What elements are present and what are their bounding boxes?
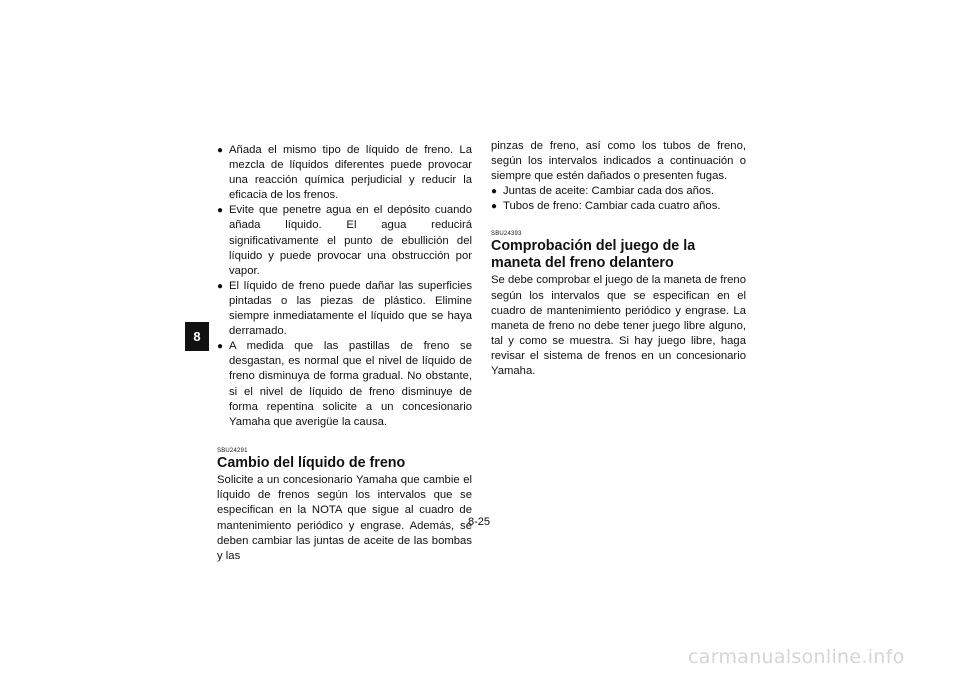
bullet-icon: ● xyxy=(491,186,498,198)
section-code: SBU24393 xyxy=(491,231,522,238)
bullet-icon: ● xyxy=(217,280,224,292)
chapter-tab xyxy=(185,322,209,351)
section-heading: Comprobación del juego de la maneta del freno delantero xyxy=(491,238,696,271)
bullet-text: Juntas de aceite: Cambiar cada dos años. xyxy=(503,185,715,198)
left-column xyxy=(217,143,472,564)
bullet-icon: ● xyxy=(217,341,224,353)
bullet-text: Añada el mismo tipo de líquido de freno. La mezcla de líquidos diferentes puede provocar una reacción química perjudicial y reducir la eficacia de los frenos. xyxy=(229,144,472,202)
list-item xyxy=(217,143,472,203)
bullet-icon: ● xyxy=(217,145,224,156)
chapter-number: 8 xyxy=(193,329,201,344)
list-item xyxy=(491,184,746,199)
bullet-icon: ● xyxy=(491,201,498,213)
bullet-text: Tubos de freno: Cambiar cada cuatro años. xyxy=(503,200,721,213)
bullet-icon: ● xyxy=(217,205,224,217)
watermark: carmanualsonline.info xyxy=(688,646,905,668)
section-body: Se debe comprobar el juego de la maneta de freno según los intervalos que se especifican en el cuadro de mantenimiento periódico y engrase. La maneta de freno no debe tener juego libre alguno, tal y como se muestra. Si hay juego libre, haga revisar el sistema de frenos en un concesionario Yamaha. xyxy=(491,274,746,378)
right-column xyxy=(491,139,746,379)
list-item xyxy=(217,339,472,430)
caution-bullet-list xyxy=(217,143,472,430)
bullet-text: El líquido de freno puede dañar las superficies pintadas o las piezas de plástico. Elimine siempre inmediatamente el líquido que se haya derramado. xyxy=(229,279,472,338)
continued-paragraph: pinzas de freno, así como los tubos de freno, según los intervalos indicados a continuación o siempre que estén dañados o presenten fugas. xyxy=(491,140,746,183)
list-item xyxy=(491,199,746,214)
list-item xyxy=(217,203,472,278)
page-number: 8-25 xyxy=(468,516,491,528)
bullet-text: Evite que penetre agua en el depósito cuando añada líquido. El agua reducirá significativamente el punto de ebullición del líquido y puede provocar una obstrucción por vapor. xyxy=(229,204,472,277)
list-item xyxy=(217,279,472,339)
interval-bullet-list xyxy=(491,184,746,214)
section-heading: Cambio del líquido de freno xyxy=(217,454,406,471)
section-body: Solicite a un concesionario Yamaha que cambie el líquido de frenos según los intervalos que se especifican en la NOTA que sigue al cuadro de mantenimiento periódico y engrase. Además, se deben cambiar las juntas de aceite de las bombas y las xyxy=(217,474,472,562)
section-code: SBU24291 xyxy=(217,447,248,454)
bullet-text: A medida que las pastillas de freno se desgastan, es normal que el nivel de líquido de freno disminuya de forma gradual. No obstante, si el nivel de líquido de freno disminuye de forma repentina solicite a un concesionario Yamaha que averigüe la causa. xyxy=(229,340,472,428)
